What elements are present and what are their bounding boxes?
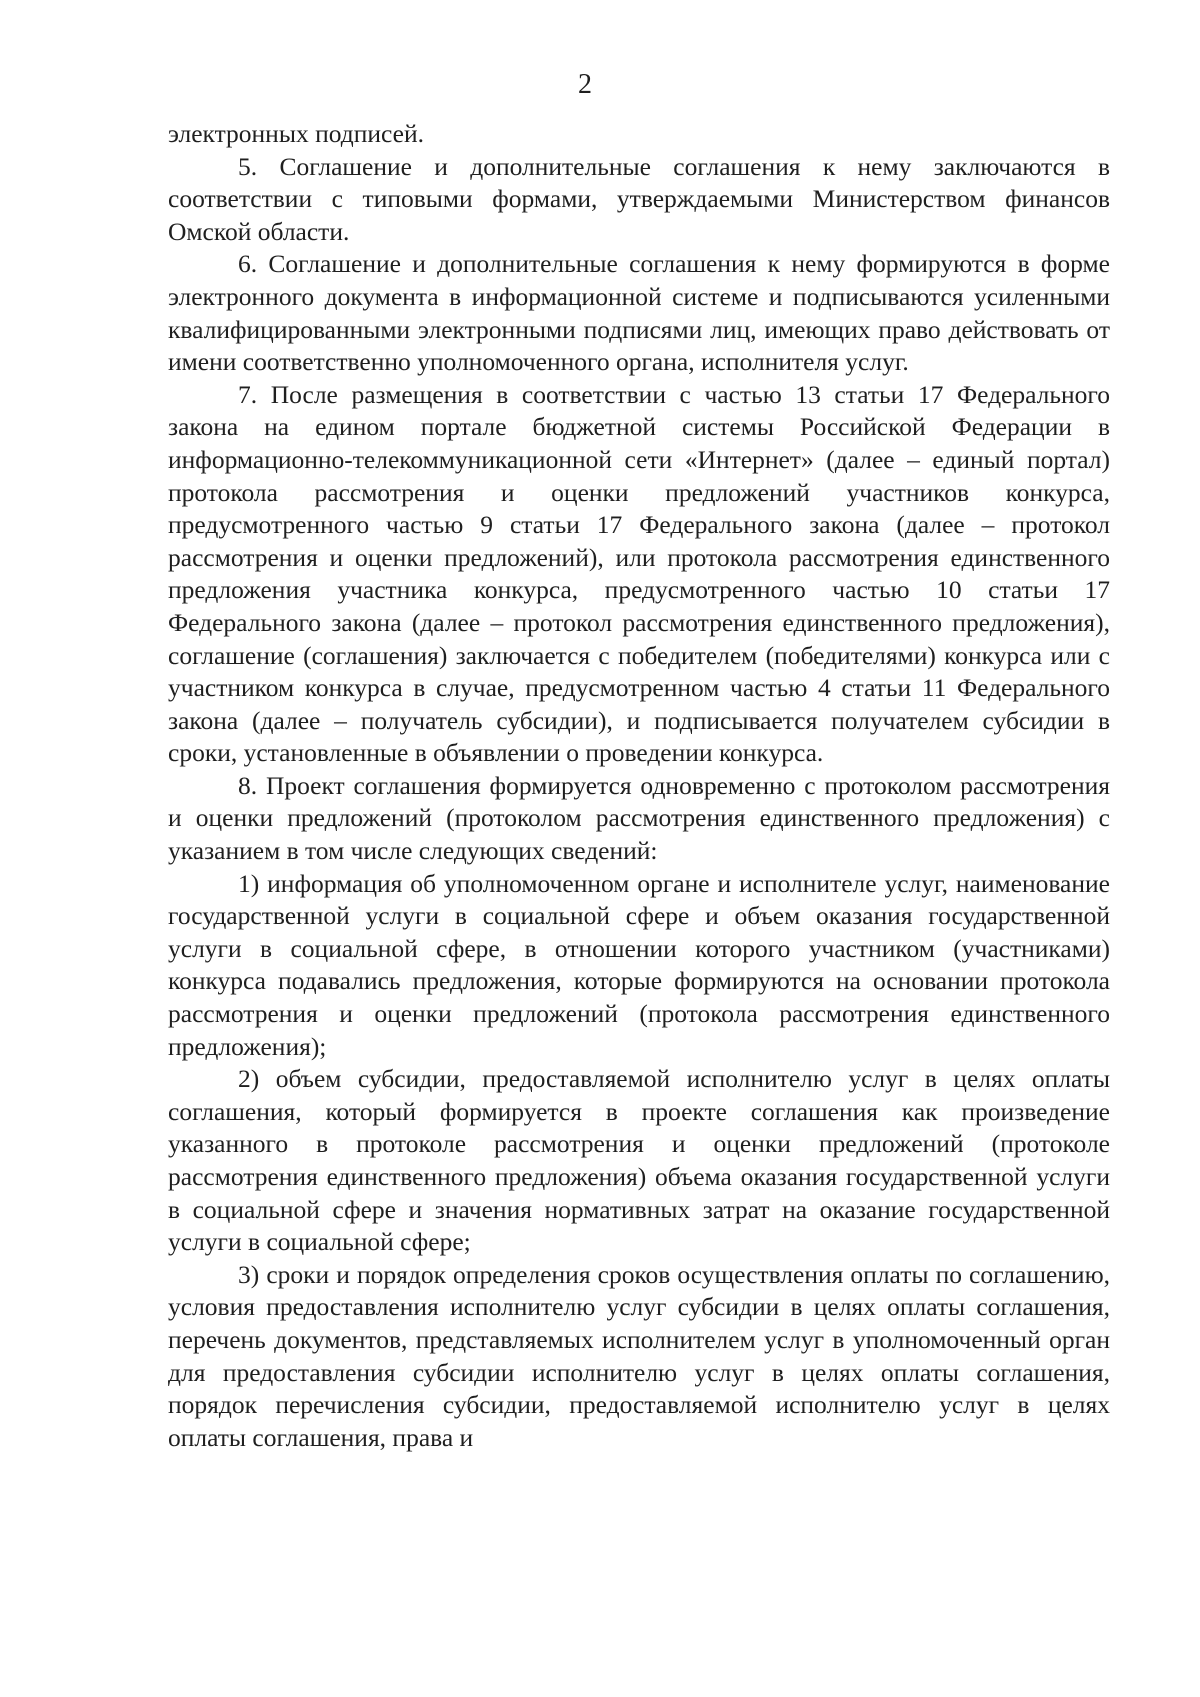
subitem-2: 2) объем субсидии, предоставляемой исполнителю услуг в целях оплаты соглашения, который формируется в проекте соглашения как произведение указанного в протоколе рассмотрения и оценки предложений (протоколе рассмотрения единственного предложения) объема оказания государственной услуги в социальной сфере и значения нормативных затрат на оказание государственной услуги в социальной сфере;: [168, 1064, 1110, 1257]
page-number: 2: [578, 69, 592, 100]
paragraph-item-6: 6. Соглашение и дополнительные соглашения к нему формируются в форме электронного документа в информационной системе и подписываются усиленными квалифицированными электронными подписями лиц, имеющих право действовать от имени соответственно уполномоченного органа, исполнителя услуг.: [168, 249, 1110, 377]
document-body: [168, 118, 1110, 1454]
paragraph-item-8: 8. Проект соглашения формируется одновременно с протоколом рассмотрения и оценки предложений (протоколом рассмотрения единственного предложения) с указанием в том числе следующих сведений:: [168, 770, 1110, 866]
paragraph-item-7: 7. После размещения в соответствии с частью 13 статьи 17 Федерального закона на едином портале бюджетной системы Российской Федерации в информационно-телекоммуникационной сети «Интернет» (далее – единый портал) протокола рассмотрения и оценки предложений участников конкурса, предусмотренного частью 9 статьи 17 Федерального закона (далее – протокол рассмотрения и оценки предложений), или протокола рассмотрения единственного предложения участника конкурса, предусмотренного частью 10 статьи 17 Федерального закона (далее – протокол рассмотрения единственного предложения), соглашение (соглашения) заключается с победителем (победителями) конкурса или с участником конкурса в случае, предусмотренном частью 4 статьи 11 Федерального закона (далее – получатель субсидии), и подписывается получателем субсидии в сроки, установленные в объявлении о проведении конкурса.: [168, 379, 1110, 768]
subitem-3: 3) сроки и порядок определения сроков осуществления оплаты по соглашению, условия предоставления исполнителю услуг субсидии в целях оплаты соглашения, перечень документов, представляемых исполнителем услуг в уполномоченный орган для предоставления субсидии исполнителю услуг в целях оплаты соглашения, порядок перечисления субсидии, предоставляемой исполнителю услуг в целях оплаты соглашения, права и: [168, 1259, 1110, 1452]
paragraph-item-5: 5. Соглашение и дополнительные соглашения к нему заключаются в соответствии с типовыми формами, утверждаемыми Министерством финансов Омской области.: [168, 151, 1110, 246]
paragraph-continuation: электронных подписей.: [168, 119, 424, 148]
subitem-1: 1) информация об уполномоченном органе и исполнителе услуг, наименование государственной услуги в социальной сфере и объем оказания государственной услуги в социальной сфере, в отношении которого участником (участниками) конкурса подавались предложения, которые формируются на основании протокола рассмотрения и оценки предложений (протокола рассмотрения единственного предложения);: [168, 868, 1110, 1061]
